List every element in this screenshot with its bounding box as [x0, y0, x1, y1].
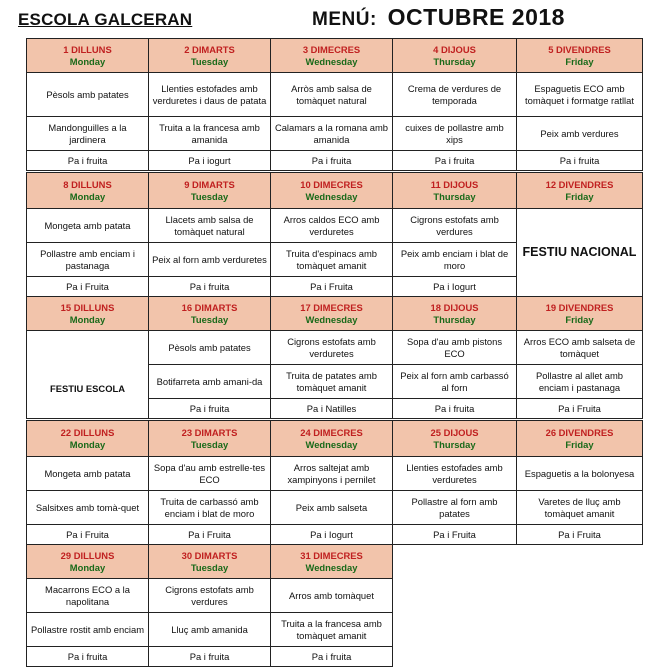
- day-name: 22 DILLUNS: [60, 427, 115, 439]
- school-name: ESCOLA GALCERAN: [18, 10, 193, 29]
- second-course-text: Truita d'espinacs amb tomàquet amanit: [285, 248, 378, 271]
- first-course-text: Crema de verdures de temporada: [407, 83, 502, 106]
- first-course: [148, 72, 271, 117]
- dessert: [516, 398, 643, 419]
- weekday-name: Tuesday: [190, 438, 229, 450]
- dessert-text: Pa i fruita: [67, 154, 108, 166]
- first-course: [26, 72, 149, 117]
- first-course-text: Arros ECO amb salseta de tomàquet: [523, 336, 636, 359]
- second-course-text: Pollastre rostit amb enciam: [30, 623, 145, 635]
- dessert-text: Pa i fruita: [559, 154, 600, 166]
- day-header: [392, 420, 517, 457]
- dessert: [392, 150, 517, 171]
- day-name: 12 DIVENDRES: [545, 179, 614, 191]
- first-course: [516, 330, 643, 365]
- first-course-text: Llenties estofades amb verduretes: [406, 462, 503, 485]
- first-course: [392, 456, 517, 491]
- dessert: [270, 276, 393, 297]
- second-course-text: Peix al forn amb carbassó al forn: [400, 370, 509, 393]
- day-header: [270, 544, 393, 579]
- month-year: OCTUBRE 2018: [387, 4, 565, 30]
- day-name: 1 DILLUNS: [63, 44, 112, 56]
- second-course-text: Peix al forn amb verduretes: [152, 253, 267, 265]
- first-course: [26, 456, 149, 491]
- day-header: [148, 420, 271, 457]
- dessert: [392, 276, 517, 297]
- first-course: [270, 72, 393, 117]
- first-course-text: Mongeta amb patata: [44, 219, 131, 231]
- dessert-text: Pa i iogurt: [188, 154, 231, 166]
- first-course-text: Llenties estofades amb verduretes i daus de patata: [152, 83, 267, 106]
- second-course: [26, 612, 149, 647]
- day-header: [26, 172, 149, 209]
- first-course-text: Cigrons estofats amb verdures: [410, 214, 499, 237]
- weekday-name: Wednesday: [305, 313, 358, 325]
- second-course-text: Calamars a la romana amb amanida: [274, 122, 389, 145]
- first-course: [26, 578, 149, 613]
- dessert-text: Pa i fruita: [434, 154, 475, 166]
- second-course-text: Truita a la francesa amb tomàquet amanit: [281, 618, 382, 641]
- day-name: 23 DIMARTS: [181, 427, 238, 439]
- second-course: [148, 116, 271, 151]
- day-header: [26, 38, 149, 73]
- menu-title: [312, 4, 565, 31]
- dessert: [270, 398, 393, 419]
- day-header: [26, 296, 149, 331]
- weekday-name: Friday: [565, 55, 594, 67]
- second-course: [148, 364, 271, 399]
- first-course: [516, 72, 643, 117]
- dessert: [26, 276, 149, 297]
- day-name: 17 DIMECRES: [300, 302, 363, 314]
- dessert: [148, 524, 271, 545]
- first-course-text: Arròs amb salsa de tomàquet natural: [291, 83, 372, 106]
- dessert-text: Pa i Natilles: [306, 402, 357, 414]
- day-header: [148, 38, 271, 73]
- dessert-text: Pa i Fruita: [433, 528, 476, 540]
- first-course-text: Llacets amb salsa de tomàquet natural: [165, 214, 254, 237]
- first-course: [148, 330, 271, 365]
- second-course: [270, 116, 393, 151]
- second-course-text: Pollastre al forn amb patates: [411, 496, 498, 519]
- second-course: [270, 612, 393, 647]
- day-name: 24 DIMECRES: [300, 427, 363, 439]
- dessert: [26, 150, 149, 171]
- day-name: 29 DILLUNS: [60, 550, 115, 562]
- dessert-text: Pa i fruita: [311, 650, 352, 662]
- day-name: 25 DIJOUS: [430, 427, 479, 439]
- dessert: [392, 524, 517, 545]
- second-course: [392, 490, 517, 525]
- day-name: 19 DIVENDRES: [545, 302, 614, 314]
- day-header: [516, 296, 643, 331]
- second-course-text: Lluç amb amanida: [171, 623, 248, 635]
- dessert-text: Pa i Fruita: [66, 528, 109, 540]
- dessert: [26, 646, 149, 667]
- first-course: [270, 330, 393, 365]
- first-course-text: Arros caldos ECO amb verduretes: [283, 214, 380, 237]
- second-course: [516, 116, 643, 151]
- day-name: 5 DIVENDRES: [548, 44, 611, 56]
- first-course-text: Cigrons estofats amb verdures: [165, 584, 254, 607]
- day-header: [392, 296, 517, 331]
- holiday-label: FESTIU ESCOLA: [49, 382, 125, 394]
- menu-label: MENÚ:: [312, 9, 377, 30]
- second-course: [516, 490, 643, 525]
- second-course: [148, 490, 271, 525]
- dessert: [270, 524, 393, 545]
- second-course: [270, 242, 393, 277]
- weekday-name: Tuesday: [190, 561, 229, 573]
- dessert: [148, 276, 271, 297]
- day-name: 10 DIMECRES: [300, 179, 363, 191]
- second-course-text: Pollastre al allet amb enciam i pastanaga: [535, 370, 624, 393]
- second-course: [392, 242, 517, 277]
- day-name: 8 DILLUNS: [63, 179, 112, 191]
- first-course-text: Pèsols amb patates: [168, 341, 251, 353]
- dessert: [26, 524, 149, 545]
- dessert: [516, 150, 643, 171]
- dessert: [516, 524, 643, 545]
- dessert-text: Pa i Fruita: [188, 528, 231, 540]
- dessert-text: Pa i Fruita: [66, 280, 109, 292]
- first-course: [516, 456, 643, 491]
- second-course: [270, 490, 393, 525]
- first-course-text: Mongeta amb patata: [44, 467, 131, 479]
- weekday-name: Tuesday: [190, 190, 229, 202]
- dessert-text: Pa i fruita: [311, 154, 352, 166]
- first-course-text: Macarrons ECO a la napolitana: [45, 584, 130, 607]
- dessert: [148, 646, 271, 667]
- weekday-name: Tuesday: [190, 313, 229, 325]
- holiday-cell: [26, 330, 149, 419]
- day-header: [516, 38, 643, 73]
- dessert: [392, 398, 517, 419]
- day-name: 4 DIJOUS: [433, 44, 476, 56]
- day-header: [516, 172, 643, 209]
- first-course: [270, 208, 393, 243]
- first-course-text: Espaguetis ECO amb tomàquet i formatge ratllat: [525, 83, 634, 106]
- weekday-name: Monday: [69, 55, 106, 67]
- day-header: [26, 544, 149, 579]
- first-course-text: Arros saltejat amb xampinyons i pernilet: [287, 462, 376, 485]
- first-course: [148, 208, 271, 243]
- second-course-text: Truita de carbassó amb enciam i blat de moro: [160, 496, 259, 519]
- first-course: [148, 578, 271, 613]
- first-course: [270, 456, 393, 491]
- first-course-text: Espaguetis a la bolonyesa: [524, 467, 635, 479]
- first-course-text: Sopa d'au amb estrelle-tes ECO: [153, 462, 266, 485]
- day-name: 9 DIMARTS: [184, 179, 235, 191]
- first-course: [26, 208, 149, 243]
- first-course: [392, 330, 517, 365]
- day-header: [516, 420, 643, 457]
- day-name: 30 DIMARTS: [181, 550, 238, 562]
- second-course: [148, 242, 271, 277]
- second-course-text: Peix amb enciam i blat de moro: [400, 248, 509, 271]
- second-course: [148, 612, 271, 647]
- day-header: [270, 420, 393, 457]
- day-header: [270, 296, 393, 331]
- day-header: [148, 172, 271, 209]
- holiday-label: FESTIU NACIONAL: [522, 245, 637, 260]
- first-course-text: Pèsols amb patates: [46, 88, 129, 100]
- day-name: 26 DIVENDRES: [545, 427, 614, 439]
- day-name: 2 DIMARTS: [184, 44, 235, 56]
- day-header: [270, 172, 393, 209]
- weekday-name: Friday: [565, 190, 594, 202]
- dessert: [270, 646, 393, 667]
- second-course: [270, 364, 393, 399]
- day-header: [270, 38, 393, 73]
- day-name: 3 DIMECRES: [302, 44, 361, 56]
- second-course-text: Mandonguilles a la jardinera: [48, 122, 127, 145]
- day-header: [148, 296, 271, 331]
- second-course-text: Pollastre amb enciam i pastanaga: [40, 248, 135, 271]
- weekday-name: Monday: [69, 561, 106, 573]
- weekday-name: Tuesday: [190, 55, 229, 67]
- first-course-text: Cigrons estofats amb verduretes: [287, 336, 376, 359]
- first-course: [392, 208, 517, 243]
- second-course-text: Peix amb salseta: [295, 501, 368, 513]
- second-course: [26, 490, 149, 525]
- weekday-name: Monday: [69, 190, 106, 202]
- weekday-name: Thursday: [433, 313, 476, 325]
- dessert-text: Pa i Iogurt: [433, 280, 476, 292]
- weekday-name: Monday: [69, 438, 106, 450]
- first-course: [148, 456, 271, 491]
- dessert: [270, 150, 393, 171]
- weekday-name: Wednesday: [305, 190, 358, 202]
- day-name: 18 DIJOUS: [430, 302, 479, 314]
- day-header: [392, 172, 517, 209]
- second-course-text: cuixes de pollastre amb xips: [405, 122, 504, 145]
- second-course: [26, 242, 149, 277]
- dessert-text: Pa i fruita: [67, 650, 108, 662]
- weekday-name: Wednesday: [305, 438, 358, 450]
- dessert: [148, 150, 271, 171]
- second-course: [516, 364, 643, 399]
- second-course-text: Botifarreta amb amani-da: [156, 375, 263, 387]
- dessert-text: Pa i Fruita: [310, 280, 353, 292]
- second-course: [392, 116, 517, 151]
- second-course-text: Salsitxes amb tomà-quet: [35, 501, 140, 513]
- weekday-name: Wednesday: [305, 55, 358, 67]
- second-course-text: Truita de patates amb tomàquet amanit: [286, 370, 377, 393]
- second-course: [392, 364, 517, 399]
- day-name: 15 DILLUNS: [60, 302, 115, 314]
- dessert-text: Pa i Iogurt: [310, 528, 353, 540]
- weekday-name: Thursday: [433, 190, 476, 202]
- weekday-name: Thursday: [433, 438, 476, 450]
- dessert-text: Pa i fruita: [189, 280, 230, 292]
- dessert: [148, 398, 271, 419]
- first-course-text: Arros amb tomàquet: [289, 589, 374, 601]
- dessert-text: Pa i fruita: [189, 650, 230, 662]
- day-header: [148, 544, 271, 579]
- weekday-name: Friday: [565, 313, 594, 325]
- first-course: [270, 578, 393, 613]
- first-course-text: Sopa d'au amb pistons ECO: [406, 336, 503, 359]
- weekday-name: Monday: [69, 313, 106, 325]
- weekday-name: Wednesday: [305, 561, 358, 573]
- day-name: 31 DIMECRES: [300, 550, 363, 562]
- dessert-text: Pa i fruita: [434, 402, 475, 414]
- second-course: [26, 116, 149, 151]
- second-course-text: Truita a la francesa amb amanida: [159, 122, 260, 145]
- dessert-text: Pa i fruita: [189, 402, 230, 414]
- day-header: [392, 38, 517, 73]
- weekday-name: Thursday: [433, 55, 476, 67]
- day-name: 11 DIJOUS: [430, 179, 479, 191]
- dessert-text: Pa i Fruita: [558, 402, 601, 414]
- weekday-name: Friday: [565, 438, 594, 450]
- day-header: [26, 420, 149, 457]
- dessert-text: Pa i Fruita: [558, 528, 601, 540]
- first-course: [392, 72, 517, 117]
- second-course-text: Varetes de lluç amb tomàquet amanit: [538, 496, 621, 519]
- holiday-cell: [516, 208, 643, 297]
- day-name: 16 DIMARTS: [181, 302, 238, 314]
- second-course-text: Peix amb verdures: [540, 127, 619, 139]
